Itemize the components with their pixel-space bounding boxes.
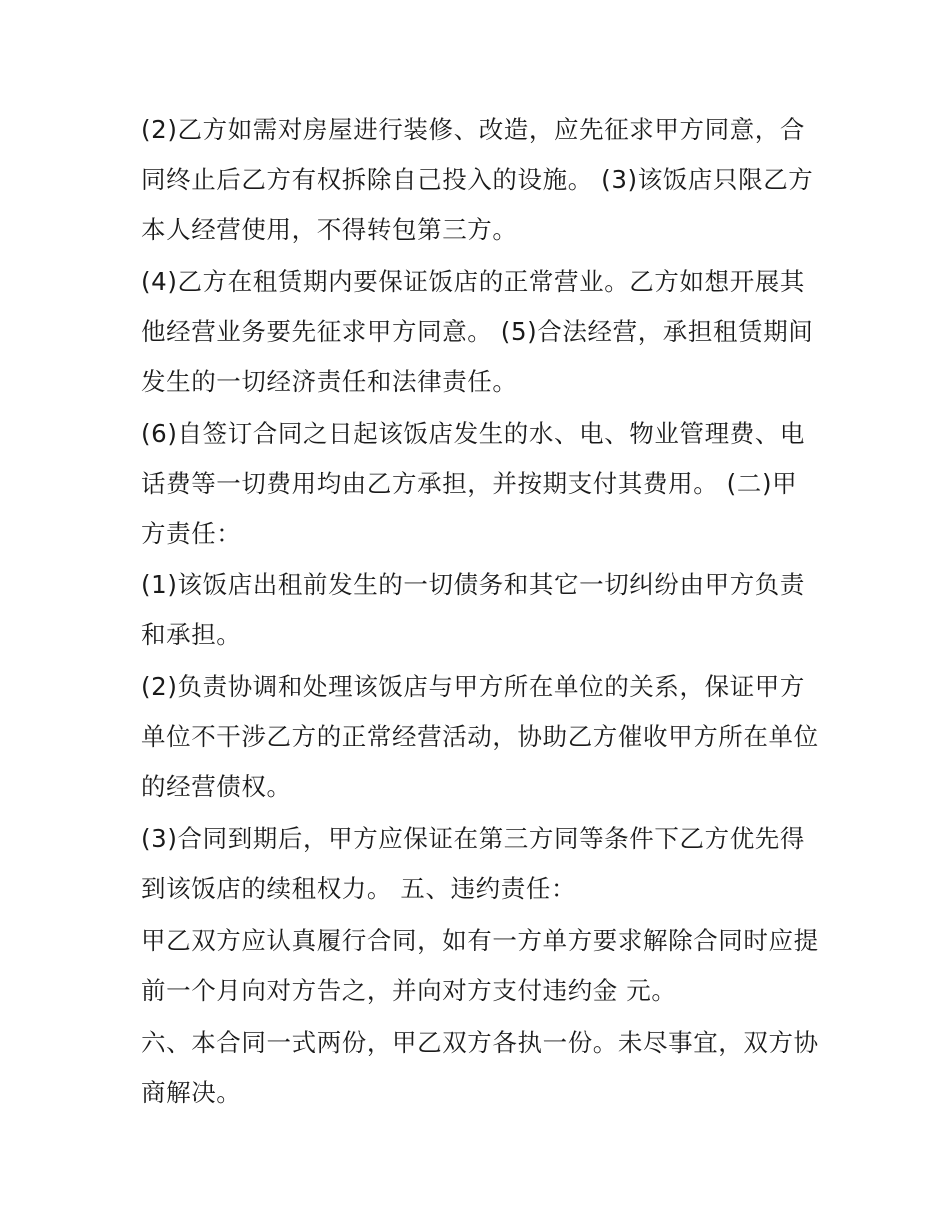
text-line: 和承担。: [141, 620, 242, 649]
text-line: 话费等一切费用均由乙方承担，并按期支付其费用。 (二)甲: [141, 469, 798, 498]
text-line: 六、本合同一式两份，甲乙双方各执一份。未尽事宜，双方协: [141, 1028, 819, 1057]
text-line: 本人经营使用，不得转包第三方。: [141, 215, 518, 244]
text-line: 他经营业务要先征求甲方同意。 (5)合法经营，承担租赁期间: [141, 317, 814, 346]
text-line: (6)自签订合同之日起该饭店发生的水、电、物业管理费、电: [141, 419, 806, 448]
text-line: 甲乙双方应认真履行合同，如有一方单方要求解除合同时应提: [141, 926, 819, 955]
text-line: (2)负责协调和处理该饭店与甲方所在单位的关系，保证甲方: [141, 672, 806, 701]
text-line: 同终止后乙方有权拆除自己投入的设施。 (3)该饭店只限乙方: [141, 165, 814, 194]
text-line: (3)合同到期后，甲方应保证在第三方同等条件下乙方优先得: [141, 824, 806, 853]
text-line: 到该饭店的续租权力。 五、违约责任：: [141, 874, 577, 903]
text-line: (4)乙方在租赁期内要保证饭店的正常营业。乙方如想开展其: [141, 267, 806, 296]
text-line: 发生的一切经济责任和法律责任。: [141, 367, 518, 396]
text-line: 方责任：: [141, 519, 242, 548]
text-line: (1)该饭店出租前发生的一切债务和其它一切纠纷由甲方负责: [141, 570, 806, 599]
text-line: (2)乙方如需对房屋进行装修、改造，应先征求甲方同意，合: [141, 115, 806, 144]
text-line: 的经营债权。: [141, 772, 292, 801]
text-line: 商解决。: [141, 1078, 242, 1107]
text-line: 单位不干涉乙方的正常经营活动，协助乙方催收甲方所在单位: [141, 722, 819, 751]
text-line: 前一个月向对方告之，并向对方支付违约金 元。: [141, 976, 677, 1005]
